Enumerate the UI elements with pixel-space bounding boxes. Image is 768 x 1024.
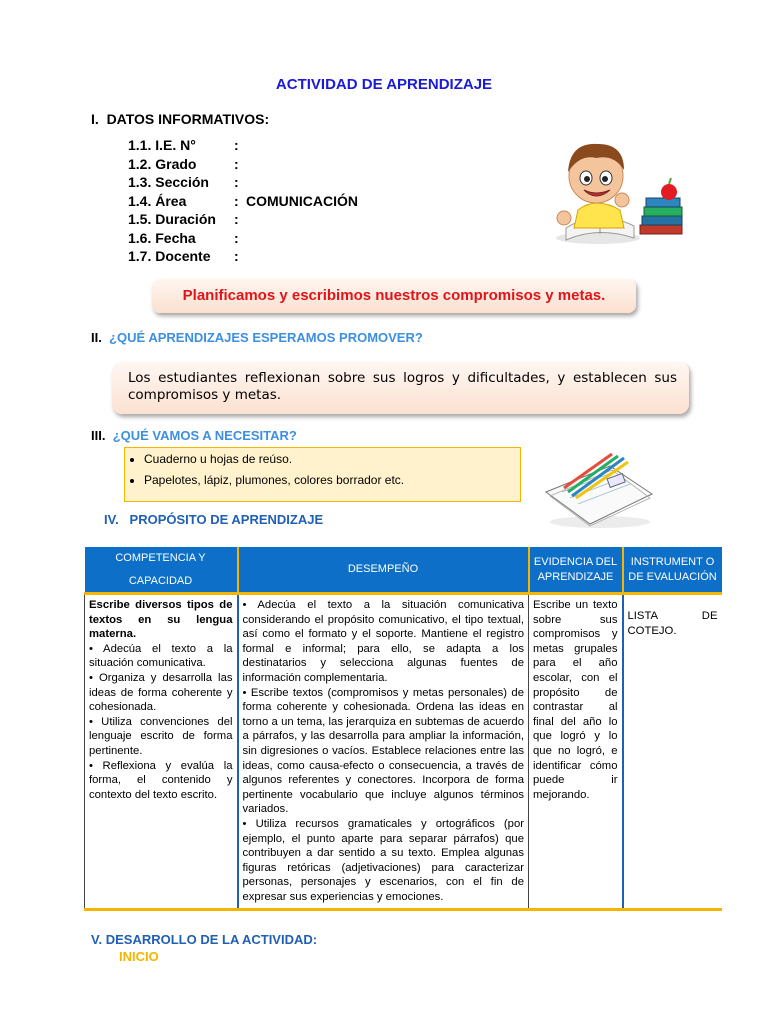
material-item: • Cuaderno u hojas de reúso. [144, 452, 520, 466]
inicio-heading: INICIO [119, 949, 159, 964]
info-row-area: 1.4. Área : COMUNICACIÓN [128, 192, 358, 209]
page-title: ACTIVIDAD DE APRENDIZAJE [275, 76, 493, 93]
info-row-duracion: 1.5. Duración : [128, 211, 239, 227]
info-row-docente: 1.7. Docente : [128, 248, 239, 264]
desempeno-cell: • Adecúa el texto a la situación comunicativa considerando el propósito comunicativo, el tipo textual, así como el formato y el soporte. Mantiene el registro formal e informal; para ello, se adapta a los destinatarios y selecciona algunas fuentes de información complementaria. • Escribe textos (compromisos y metas personales) de forma coherente y cohesionada. Ordena las ideas en torno a un tema, las jerarquiza en subtemas de acuerdo a párrafos, y las desarrolla para ampliar la información, sin digresiones o vacíos. Establece relaciones entre las ideas, como causa-efecto o consecuencia, a través de algunos referentes y conectores. Incorpora de forma pertinente vocabulario que incluye algunos términos variados. • Utiliza recursos gramaticales y ortográficos (por ejemplo, el punto aparte para separar párrafos) que contribuyen a dar sentido a su texto. Emplea algunas figuras retóricas (adjetivaciones) para caracterizar personas, personajes y escenarios, con el fin de expresar sus experiencias y emociones. [238, 594, 529, 910]
section-datos-informativos [91, 111, 269, 127]
section-number: III. [91, 428, 106, 443]
header-instrumento: INSTRUMENT O DE EVALUACIÓN [623, 547, 722, 594]
notebook-pencils-illustration [540, 448, 658, 530]
materials-box [124, 447, 521, 502]
activity-banner: Planificamos y escribimos nuestros compromisos y metas. [152, 279, 636, 313]
header-competencia: COMPETENCIA Y CAPACIDAD [85, 547, 238, 594]
section-number: V. [91, 932, 103, 947]
section-number: IV. [104, 512, 119, 527]
section-number: II. [91, 330, 102, 345]
table-header-row [85, 547, 722, 594]
material-item: • Papelotes, lápiz, plumones, colores borrador etc. [144, 473, 520, 487]
section-label: DESARROLLO DE LA ACTIVIDAD: [105, 932, 318, 947]
section-number: I. [91, 111, 99, 127]
table-row [85, 594, 722, 910]
section-label: ¿QUÉ VAMOS A NECESITAR? [112, 428, 297, 443]
section-label: PROPÓSITO DE APRENDIZAJE [129, 512, 324, 527]
info-row-grado: 1.2. Grado : [128, 155, 239, 172]
section-aprendizajes [91, 330, 423, 345]
section-desarrollo [91, 932, 317, 947]
info-row-ie: 1.1. I.E. N° : [128, 137, 239, 153]
section-label: ¿QUÉ APRENDIZAJES ESPERAMOS PROMOVER? [109, 330, 423, 345]
info-list [128, 136, 358, 266]
header-evidencia: EVIDENCIA DEL APRENDIZAJE [529, 547, 623, 594]
purpose-table [84, 547, 722, 911]
boy-reading-illustration [548, 130, 686, 248]
competencia-cell: Escribe diversos tipos de textos en su lengua materna. • Adecúa el texto a la situación comunicativa. • Organiza y desarrolla las ideas de forma coherente y cohesionada. • Utiliza convenciones del lenguaje escrito de forma pertinente. • Reflexiona y evalúa la forma, el contenido y contexto del texto escrito. [85, 594, 238, 910]
instrumento-cell: LISTA DE COTEJO. [623, 594, 722, 910]
section-proposito [104, 512, 323, 527]
learning-goal-box: Los estudiantes reflexionan sobre sus logros y dificultades, y establecen sus compromisos y metas. [112, 362, 689, 414]
evidencia-cell: Escribe un texto sobre sus compromisos y metas grupales para el año escolar, con el propósito de contrastar al final del año lo que logró y lo que no logró, e identificar cómo puede ir mejorando. [529, 594, 623, 910]
header-desempeno: DESEMPEÑO [238, 547, 529, 594]
info-row-fecha: 1.6. Fecha : [128, 229, 239, 246]
info-row-seccion: 1.3. Sección : [128, 174, 239, 190]
section-necesitar [91, 428, 297, 443]
section-label: DATOS INFORMATIVOS: [106, 111, 270, 127]
